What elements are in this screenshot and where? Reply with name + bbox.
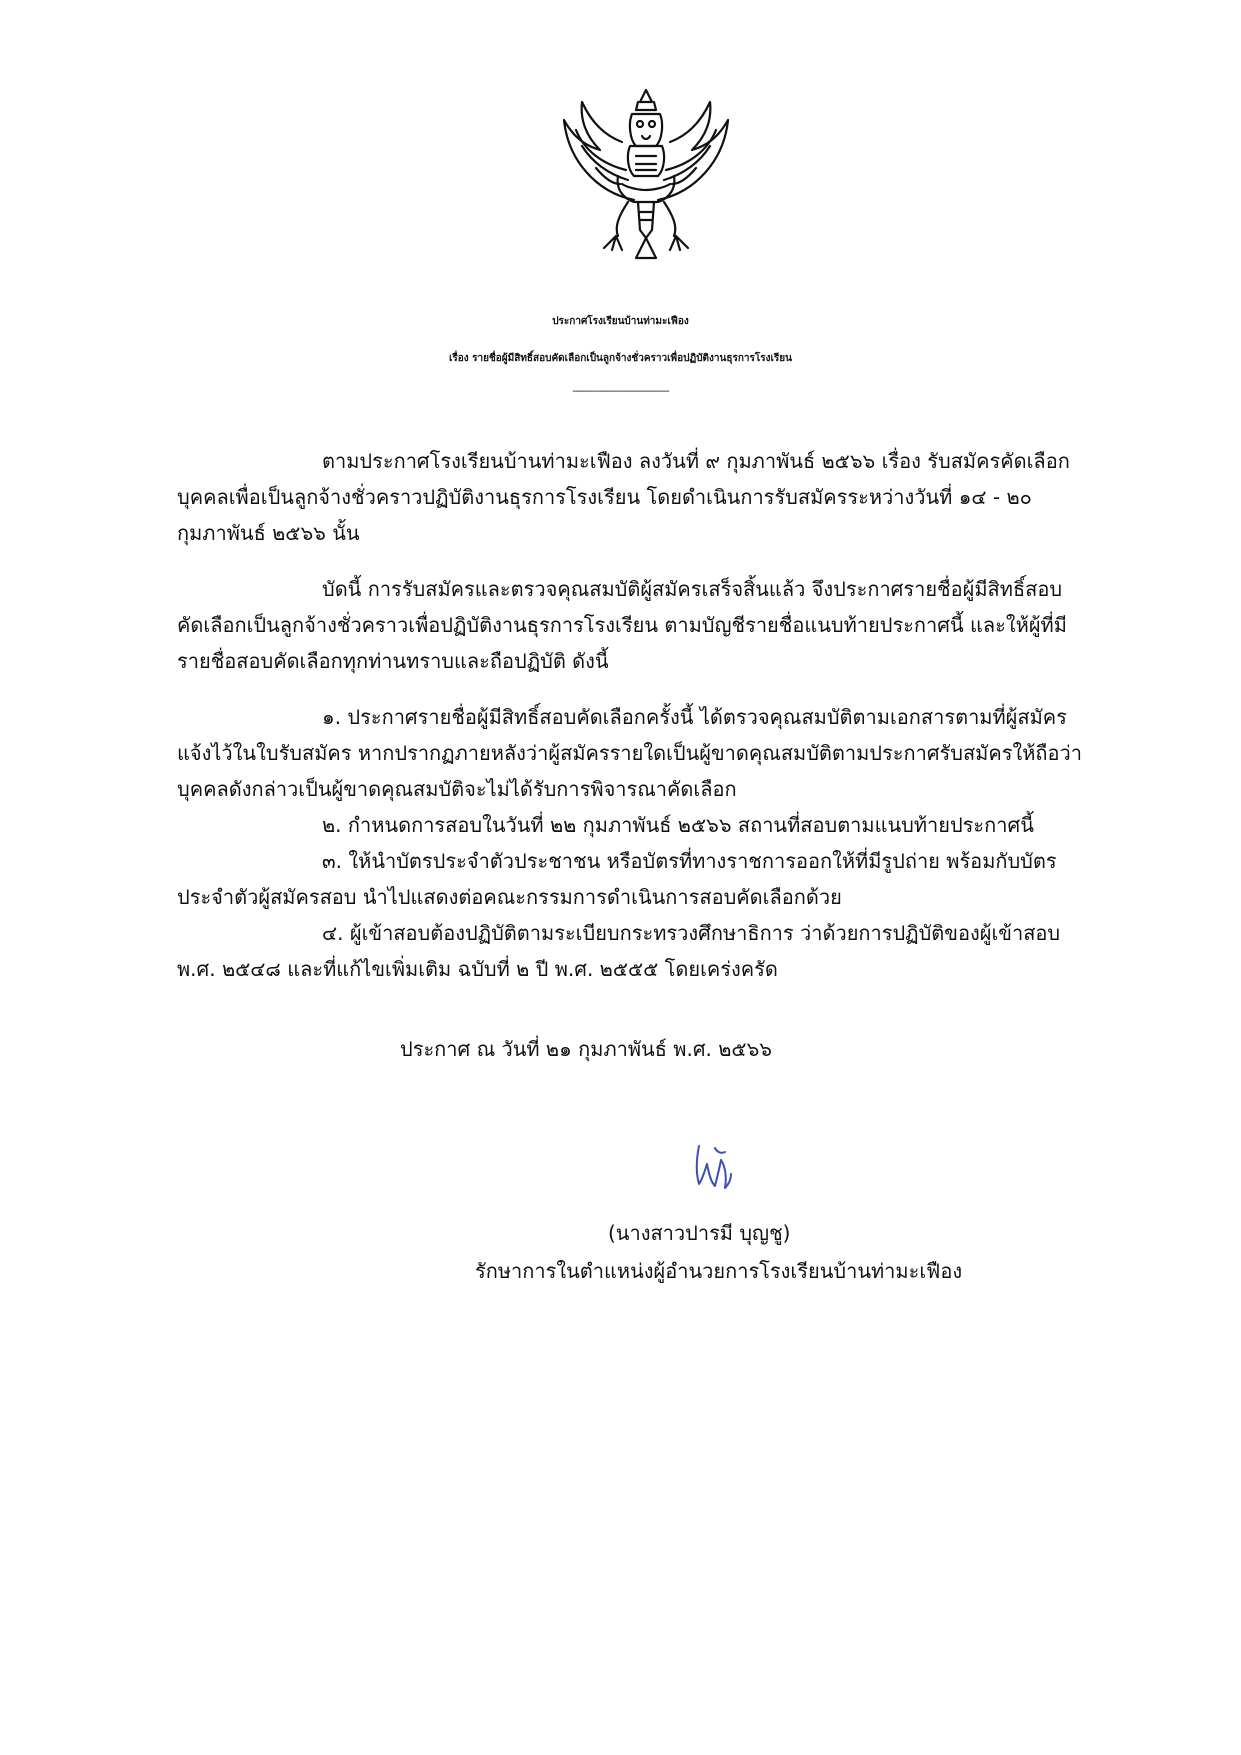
item4-line1: ๔. ผู้เข้าสอบต้องปฏิบัติตามระเบียบกระทรวงศึกษาธิการ ว่าด้วยการปฏิบัติของผู้เข้าสอบ <box>322 921 1061 945</box>
item1-line3: บุคคลดังกล่าวเป็นผู้ขาดคุณสมบัติจะไม่ได้รับการพิจารณาคัดเลือก <box>177 777 737 801</box>
title-divider: ------------------------------------- <box>572 386 669 397</box>
item2-line1: ๒. กำหนดการสอบในวันที่ ๒๒ กุมภาพันธ์ ๒๕๖๖ สถานที่สอบตามแนบท้ายประกาศนี้ <box>322 813 1034 837</box>
signatory-position: รักษาการในตำแหน่งผู้อำนวยการโรงเรียนบ้านท่ามะเฟือง <box>475 1259 963 1283</box>
item1-line1: ๑. ประกาศรายชื่อผู้มีสิทธิ์สอบคัดเลือกครั้งนี้ ได้ตรวจคุณสมบัติตามเอกสารตามที่ผู้สมัคร <box>322 705 1067 729</box>
announcement-subject: เรื่อง รายชื่อผู้มีสิทธิ์สอบคัดเลือกเป็นลูกจ้างชั่วคราวเพื่อปฏิบัติงานธุรการโรงเรียน <box>448 353 792 364</box>
paragraph1-line3: กุมภาพันธ์ ๒๕๖๖ นั้น <box>177 521 360 545</box>
item4-line2: พ.ศ. ๒๕๔๘ และที่แก้ไขเพิ่มเติม ฉบับที่ ๒ ปี พ.ศ. ๒๕๕๕ โดยเคร่งครัด <box>177 957 778 981</box>
paragraph2-line3: รายชื่อสอบคัดเลือกทุกท่านทราบและถือปฏิบัติ ดังนี้ <box>177 649 609 673</box>
item3-line2: ประจำตัวผู้สมัครสอบ นำไปแสดงต่อคณะกรรมการดำเนินการสอบคัดเลือกด้วย <box>177 885 842 909</box>
paragraph2-line2: คัดเลือกเป็นลูกจ้างชั่วคราวเพื่อปฏิบัติงานธุรการโรงเรียน ตามบัญชีรายชื่อแนบท้ายประกาศนี้ และให้ผู้ที่มี <box>177 613 1067 637</box>
item1-line2: แจ้งไว้ในใบรับสมัคร หากปรากฏภายหลังว่าผู้สมัครรายใดเป็นผู้ขาดคุณสมบัติตามประกาศรับสมัครให้ถือว่า <box>177 741 1082 765</box>
paragraph2-line1: บัดนี้ การรับสมัครและตรวจคุณสมบัติผู้สมัครเสร็จสิ้นแล้ว จึงประกาศรายชื่อผู้มีสิทธิ์สอบ <box>322 577 1063 601</box>
paragraph1-line1: ตามประกาศโรงเรียนบ้านท่ามะเฟือง ลงวันที่ ๙ กุมภาพันธ์ ๒๕๖๖ เรื่อง รับสมัครคัดเลือก <box>322 449 1070 473</box>
signatory-name: (นางสาวปารมี บุญชู) <box>608 1221 791 1245</box>
handwritten-signature <box>685 1140 745 1196</box>
item3-line1: ๓. ให้นำบัตรประจำตัวประชาชน หรือบัตรที่ทางราชการออกให้ที่มีรูปถ่าย พร้อมกับบัตร <box>322 849 1057 873</box>
announcement-date: ประกาศ ณ วันที่ ๒๑ กุมภาพันธ์ พ.ศ. ๒๕๖๖ <box>400 1037 772 1061</box>
garuda-emblem-icon <box>556 80 736 270</box>
announcement-title: ประกาศโรงเรียนบ้านท่ามะเฟือง <box>552 316 689 327</box>
paragraph1-line2: บุคคลเพื่อเป็นลูกจ้างชั่วคราวปฏิบัติงานธุรการโรงเรียน โดยดำเนินการรับสมัครระหว่างวันที่ ๑๔ - ๒๐ <box>177 485 1032 509</box>
